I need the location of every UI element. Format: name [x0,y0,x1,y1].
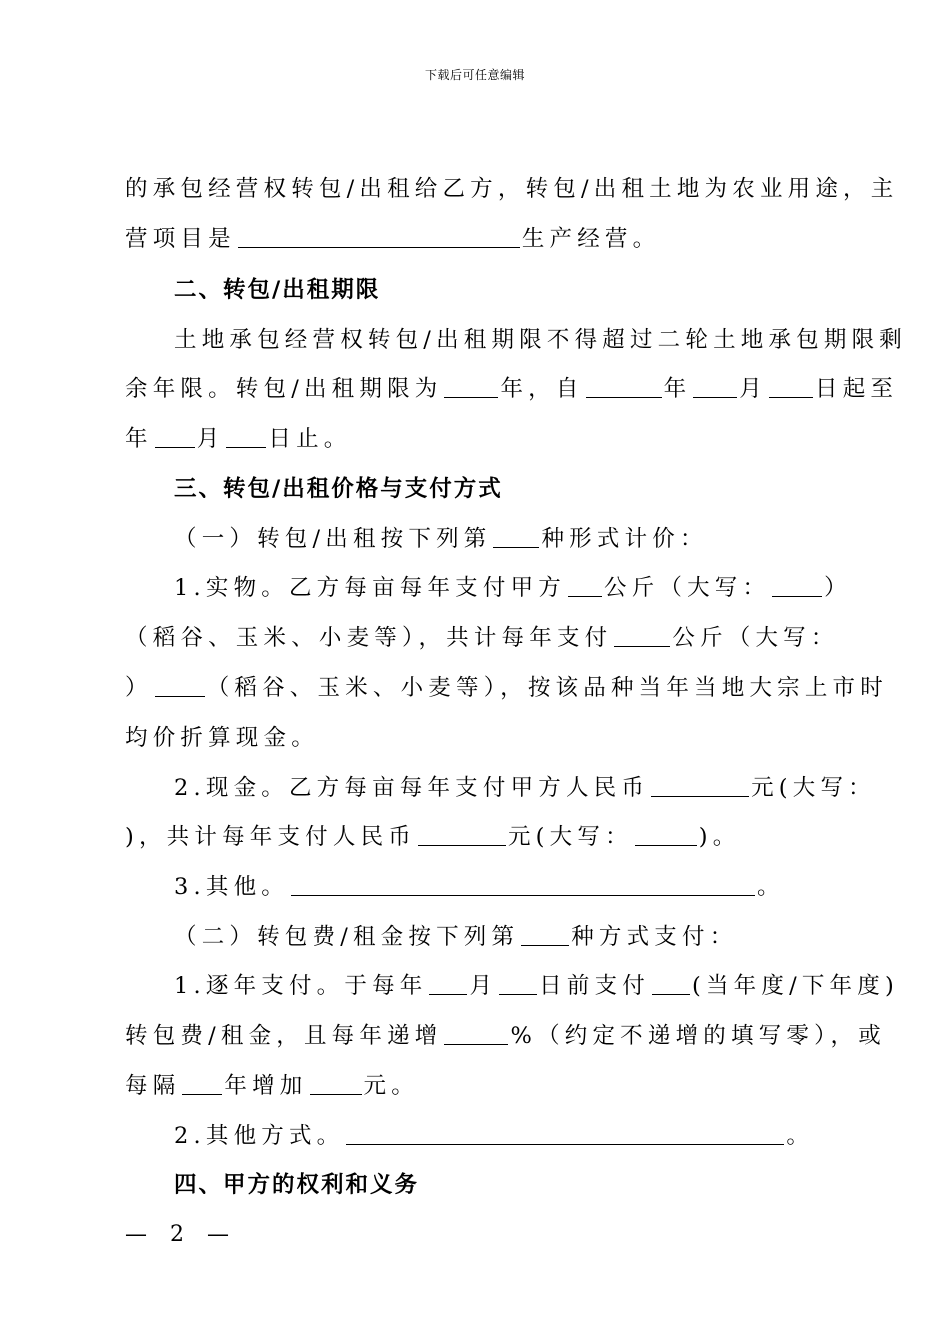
paragraph-line: 1.逐年支付。于每年 月 日前支付 (当年度/下年度) [174,969,899,1003]
paragraph-line: 3.其他。 。 [174,870,785,904]
fill-blank [635,821,697,846]
fill-blank [444,1020,508,1045]
fill-blank [310,1070,362,1095]
paragraph-line: 营项目是 生产经营。 [125,222,660,256]
fill-blank [586,373,662,398]
paragraph-line: 余年限。转包/出租期限为 年，自 年 月 日起至 [125,372,898,406]
paragraph-line: ） （稻谷、玉米、小麦等），按该品种当年当地大宗上市时 [125,671,888,705]
paragraph-line: 土地承包经营权转包/出租期限不得超过二轮土地承包期限剩 [174,327,907,353]
fill-blank [493,523,539,548]
fill-blank [499,970,537,995]
page-header: 下载后可任意编辑 [424,68,525,82]
paragraph-line: 每隔 年增加 元。 [125,1069,419,1103]
paragraph-line: （一）转包/出租按下列第 种形式计价： [174,522,708,556]
fill-blank [652,970,690,995]
paragraph-line: )，共计每年支付人民币 元(大写： )。 [125,820,740,854]
section-heading: 二、转包/出租期限 [174,277,381,303]
fill-blank [693,373,737,398]
fill-blank [444,373,498,398]
fill-blank [155,672,205,697]
paragraph-line: 转包费/租金，且每年递增 %（约定不递增的填写零），或 [125,1019,886,1053]
paragraph-line: 2.现金。乙方每亩每年支付甲方人民币 元(大写： [174,771,876,805]
fill-blank [651,772,749,797]
fill-blank [614,622,670,647]
paragraph-line: 的承包经营权转包/出租给乙方，转包/出租土地为农业用途，主 [125,176,899,202]
paragraph-line: 1.实物。乙方每亩每年支付甲方 公斤（大写： ） [174,571,852,605]
paragraph-line: （二）转包费/租金按下列第 种方式支付： [174,920,737,954]
fill-blank [291,871,755,896]
page-number: — 2 — [125,1222,237,1247]
fill-blank [418,821,506,846]
fill-blank [772,572,822,597]
fill-blank [769,373,813,398]
section-heading: 三、转包/出租价格与支付方式 [174,476,503,502]
fill-blank [238,223,520,248]
fill-blank [226,423,266,448]
paragraph-line: （稻谷、玉米、小麦等），共计每年支付 公斤（大写： [125,621,839,655]
paragraph-line: 2.其他方式。 。 [174,1119,814,1153]
fill-blank [346,1120,784,1145]
paragraph-line: 年 月 日止。 [125,422,352,456]
fill-blank [568,572,602,597]
fill-blank [521,921,569,946]
section-heading: 四、甲方的权利和义务 [174,1172,420,1198]
paragraph-line: 均价折算现金。 [125,725,319,751]
fill-blank [182,1070,222,1095]
fill-blank [155,423,195,448]
fill-blank [429,970,467,995]
